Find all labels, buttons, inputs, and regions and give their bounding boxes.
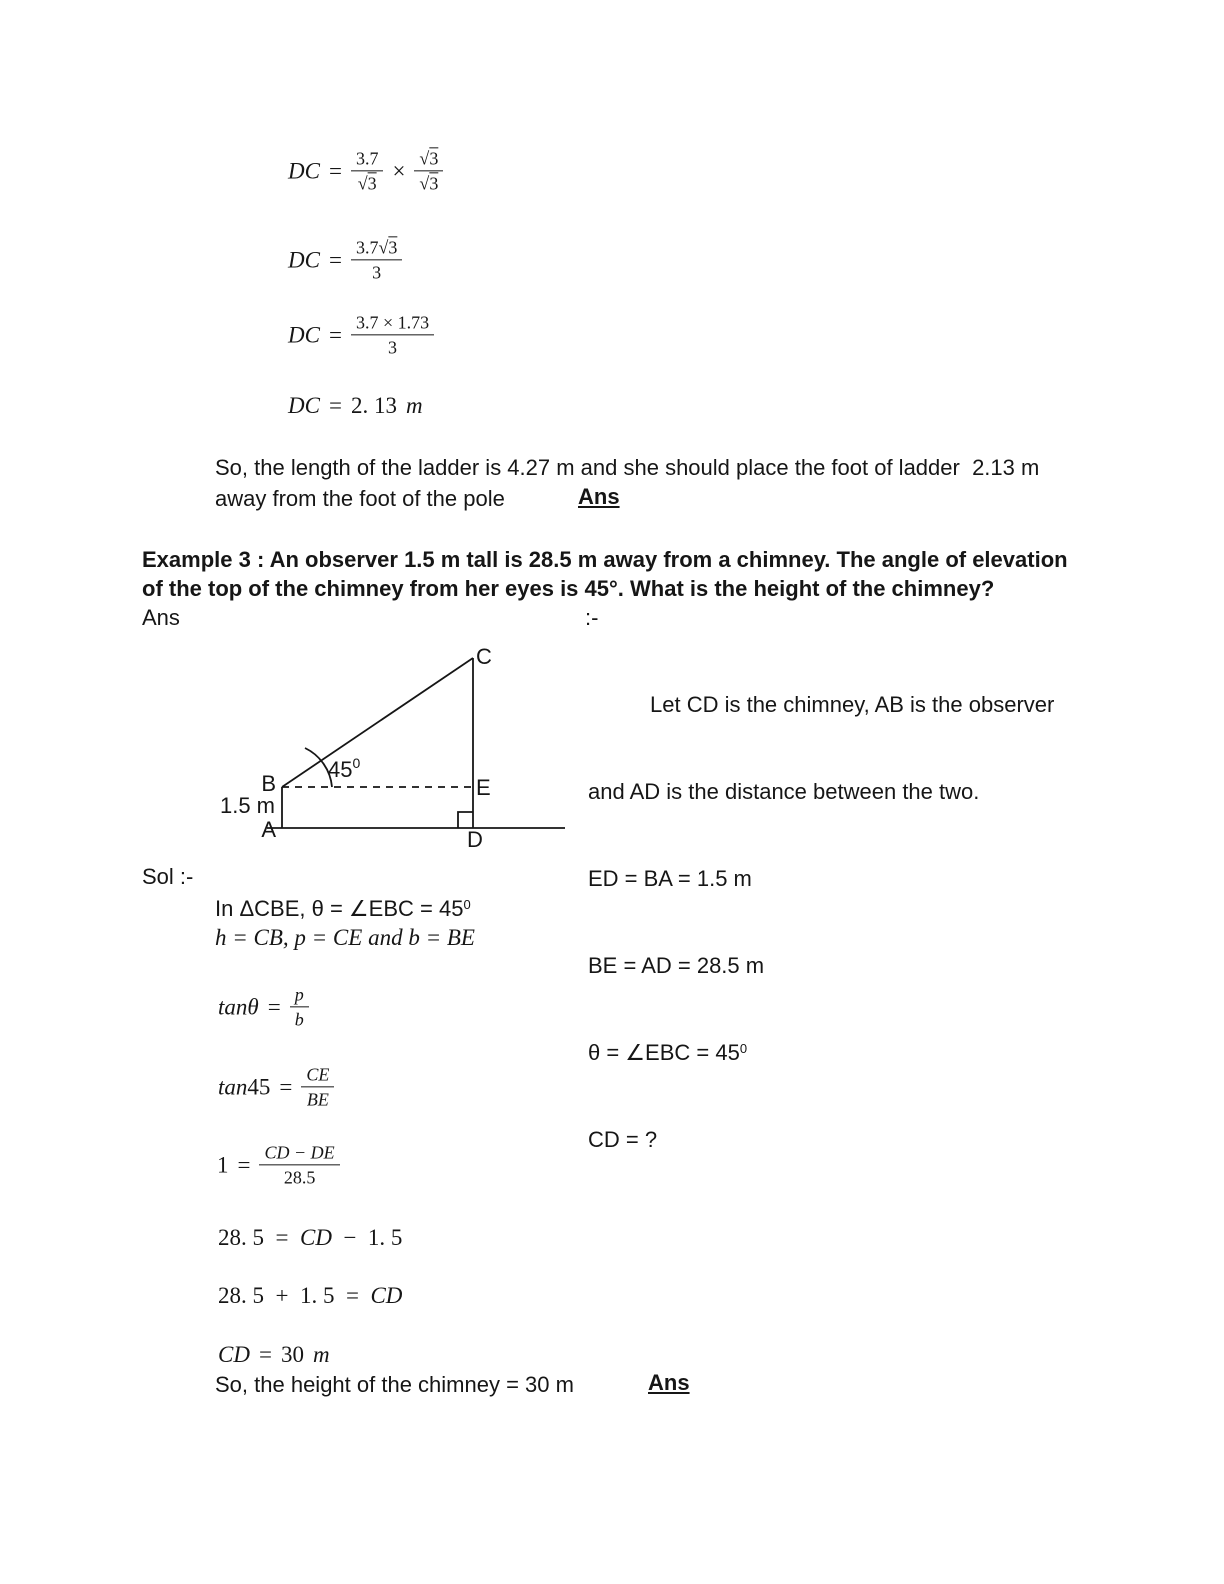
radical-sign: √ <box>419 173 430 194</box>
radicand: 3 <box>429 173 439 194</box>
solution-line1-superscript: 0 <box>463 897 471 912</box>
vertex-label-c: C <box>476 644 492 669</box>
colon-dash: :- <box>585 605 599 630</box>
fraction <box>259 1142 339 1187</box>
eq-lhs: 1 <box>217 1152 229 1177</box>
fraction <box>351 237 402 282</box>
equation-tan-theta <box>218 984 309 1029</box>
numerator: p <box>290 984 309 1007</box>
vertex-label-d: D <box>467 827 483 852</box>
numerator: CE <box>301 1064 334 1087</box>
example3-heading-line1: Example 3 : An observer 1.5 m tall is 28.5 m away from a chimney. The angle of elevation <box>142 547 1068 572</box>
equation-step1 <box>218 1225 402 1251</box>
denominator <box>358 172 377 194</box>
example3-heading-line2: of the top of the chimney from her eyes is 45°. What is the height of the chimney? <box>142 576 995 601</box>
fraction <box>351 312 434 357</box>
denominator: b <box>294 1009 304 1030</box>
solution-line1 <box>215 894 471 923</box>
equation-dc-result <box>288 393 423 419</box>
solution-line1-text: In ΔCBE, θ = ∠EBC = 45 <box>215 896 464 921</box>
equals-sign: = <box>237 1152 251 1177</box>
angle-superscript: 0 <box>352 755 361 771</box>
eq-variable: CD <box>299 1225 332 1250</box>
equals-sign: = <box>328 322 342 347</box>
equals-sign: = <box>267 994 281 1019</box>
times-sign: × <box>392 158 406 183</box>
equation-dc-rationalize <box>288 148 443 193</box>
given-line: BE = AD = 28.5 m <box>588 953 765 978</box>
equation-result <box>218 1342 330 1368</box>
equation-dc-decimal <box>288 312 434 357</box>
right-angle-marker <box>458 812 473 828</box>
equals-sign: = <box>328 247 342 272</box>
vertex-label-e: E <box>476 775 491 800</box>
hypotenuse-bc-line <box>282 658 473 787</box>
eq-pre: 28. 5 + 1. 5 = <box>218 1283 371 1308</box>
angle-value: 45 <box>328 757 353 782</box>
triangle-diagram <box>195 628 585 858</box>
numerator: CD − DE <box>259 1142 339 1165</box>
ladder-conclusion-line2: away from the foot of the pole <box>215 486 505 511</box>
fraction <box>351 148 384 193</box>
ans-label-ladder: Ans <box>578 484 620 509</box>
eq-lhs: DC <box>288 247 320 272</box>
given-line: and AD is the distance between the two. <box>588 779 980 804</box>
given-line <box>588 1038 1054 1067</box>
denominator: 3 <box>388 337 398 358</box>
fraction <box>414 148 443 193</box>
eq-value: 2. 13 <box>350 393 397 418</box>
eq-pre: 28. 5 = <box>218 1225 300 1250</box>
given-angle-text: θ = ∠EBC = 45 <box>588 1040 740 1065</box>
radicand: 3 <box>429 148 439 169</box>
numerator: 3.7 <box>351 148 384 171</box>
coefficient: 3.7 <box>355 237 379 258</box>
numerator: 3.7 × 1.73 <box>351 312 434 335</box>
radical-sign: √ <box>378 237 389 258</box>
ladder-conclusion-line1: So, the length of the ladder is 4.27 m and she should place the foot of ladder 2.13 m <box>215 455 1040 480</box>
eq-variable: CD <box>370 1283 403 1308</box>
vertex-label-b: B <box>261 771 276 796</box>
radical-sign: √ <box>419 148 430 169</box>
given-angle-superscript: 0 <box>739 1041 748 1056</box>
equals-sign: = <box>258 1342 272 1367</box>
given-line: Let CD is the chimney, AB is the observer <box>650 692 1055 717</box>
eq-lhs: tanθ <box>218 994 259 1019</box>
fraction <box>290 984 309 1029</box>
eq-unit: m <box>405 393 423 418</box>
eq-lhs: DC <box>288 322 320 347</box>
function-arg: 45 <box>247 1074 271 1099</box>
radical-sign: √ <box>357 173 368 194</box>
equals-sign: = <box>328 393 342 418</box>
given-line: ED = BA = 1.5 m <box>588 866 752 891</box>
given-info-block <box>588 632 1054 1212</box>
vertex-label-a: A <box>261 817 276 842</box>
sol-label: Sol :- <box>142 864 194 889</box>
eq-lhs: CD <box>218 1342 250 1367</box>
fraction <box>301 1064 334 1109</box>
equation-unity <box>217 1142 340 1187</box>
radicand: 3 <box>367 173 377 194</box>
angle-label <box>328 755 360 782</box>
equation-tan-45 <box>218 1064 334 1109</box>
given-line: CD = ? <box>588 1127 658 1152</box>
numerator <box>351 237 402 260</box>
equation-step2 <box>218 1283 402 1309</box>
chimney-conclusion: So, the height of the chimney = 30 m <box>215 1372 574 1397</box>
equals-sign: = <box>328 158 342 183</box>
ans-label-chimney: Ans <box>648 1370 690 1395</box>
radicand: 3 <box>388 237 398 258</box>
ans-word: Ans <box>142 605 180 630</box>
eq-unit: m <box>312 1342 330 1367</box>
eq-post: − 1. 5 <box>331 1225 403 1250</box>
eq-lhs <box>218 1074 270 1100</box>
function-name: tan <box>218 1074 248 1099</box>
numerator <box>414 148 443 171</box>
equation-dc-sqrt-over-3 <box>288 237 402 282</box>
eq-value: 30 <box>280 1342 304 1367</box>
eq-lhs: DC <box>288 158 320 183</box>
observer-height-label: 1.5 m <box>219 793 275 818</box>
denominator: 28.5 <box>283 1167 316 1188</box>
eq-lhs: DC <box>288 393 320 418</box>
denominator: 3 <box>372 262 382 283</box>
solution-line2: h = CB, p = CE and b = BE <box>215 925 475 950</box>
denominator <box>419 172 438 194</box>
denominator: BE <box>306 1089 329 1110</box>
equals-sign: = <box>279 1074 293 1099</box>
